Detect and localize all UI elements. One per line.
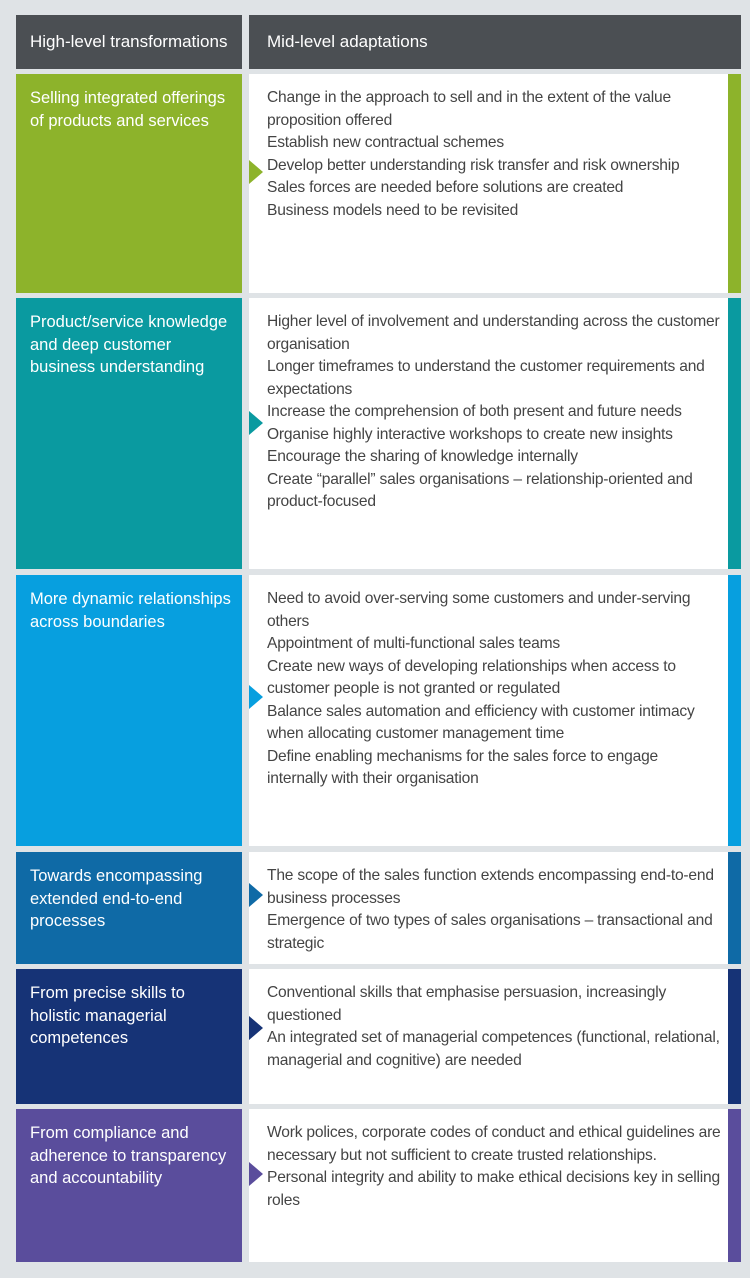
table-row bbox=[0, 74, 750, 293]
arrow-right-icon bbox=[249, 411, 263, 435]
list-item: Organise highly interactive workshops to create new insights bbox=[267, 425, 673, 443]
list-item: Work polices, corporate codes of conduct and ethical guidelines are necessary but not sufficient to create trusted relationships. bbox=[267, 1124, 721, 1164]
list-item: Conventional skills that emphasise persuasion, increasingly questioned bbox=[267, 984, 667, 1024]
color-strip bbox=[728, 575, 741, 846]
adaptations-list bbox=[249, 298, 741, 514]
table-row bbox=[0, 298, 750, 569]
transformation-title: From precise skills to holistic managerial competences bbox=[16, 969, 242, 1104]
adaptations-list bbox=[249, 1109, 741, 1212]
list-item: Personal integrity and ability to make ethical decisions key in selling roles bbox=[267, 1169, 720, 1209]
list-item: Create new ways of developing relationships when access to customer people is not granted or regulated bbox=[267, 657, 676, 697]
arrow-right-icon bbox=[249, 1016, 263, 1040]
transformation-title: From compliance and adherence to transparency and accountability bbox=[16, 1109, 242, 1262]
list-item: The scope of the sales function extends encompassing end-to-end business processes bbox=[267, 867, 714, 907]
color-strip bbox=[728, 852, 741, 964]
adaptations-list bbox=[249, 969, 741, 1072]
list-item: Higher level of involvement and understanding across the customer organisation bbox=[267, 313, 720, 353]
header-high-level: High-level transformations bbox=[16, 15, 242, 69]
adaptations-list bbox=[249, 575, 741, 791]
list-item: Need to avoid over-serving some customers and under-serving others bbox=[267, 590, 691, 630]
list-item: Encourage the sharing of knowledge internally bbox=[267, 448, 578, 465]
adaptations-cell bbox=[249, 575, 741, 846]
adaptations-list bbox=[249, 852, 741, 955]
transformation-title: More dynamic relationships across boundaries bbox=[16, 575, 242, 846]
list-item: Emergence of two types of sales organisations – transactional and strategic bbox=[267, 912, 713, 952]
list-item: Balance sales automation and efficiency with customer intimacy when allocating customer management time bbox=[267, 702, 695, 742]
adaptations-cell bbox=[249, 298, 741, 569]
list-item: Sales forces are needed before solutions are created bbox=[267, 179, 624, 196]
table-row bbox=[0, 1109, 750, 1262]
color-strip bbox=[728, 74, 741, 293]
color-strip bbox=[728, 1109, 741, 1262]
list-item: Appointment of multi-functional sales teams bbox=[267, 635, 561, 652]
list-item: Develop better understanding risk transfer and risk ownership bbox=[267, 156, 680, 174]
arrow-right-icon bbox=[249, 883, 263, 907]
adaptations-cell bbox=[249, 852, 741, 964]
adaptations-cell bbox=[249, 74, 741, 293]
list-item: An integrated set of managerial competences (functional, relational, managerial and cognitive) are needed bbox=[267, 1029, 720, 1069]
adaptations-cell bbox=[249, 969, 741, 1104]
list-item: Change in the approach to sell and in the extent of the value proposition offered bbox=[267, 89, 671, 129]
arrow-right-icon bbox=[249, 685, 263, 709]
transformation-title: Product/service knowledge and deep customer business understanding bbox=[16, 298, 242, 569]
adaptations-list bbox=[249, 74, 741, 222]
list-item: Define enabling mechanisms for the sales force to engage internally with their organisation bbox=[267, 747, 659, 787]
table-row bbox=[0, 852, 750, 964]
table-row bbox=[0, 969, 750, 1104]
color-strip bbox=[728, 298, 741, 569]
color-strip bbox=[728, 969, 741, 1104]
adaptations-cell bbox=[249, 1109, 741, 1262]
arrow-right-icon bbox=[249, 160, 263, 184]
list-item: Business models need to be revisited bbox=[267, 201, 519, 219]
transformation-title: Selling integrated offerings of products and services bbox=[16, 74, 242, 293]
arrow-right-icon bbox=[249, 1162, 263, 1186]
list-item: Increase the comprehension of both present and future needs bbox=[267, 403, 682, 420]
table-row bbox=[0, 575, 750, 846]
transformation-title: Towards encompassing extended end-to-end processes bbox=[16, 852, 242, 964]
list-item: Longer timeframes to understand the customer requirements and expectations bbox=[267, 358, 705, 398]
list-item: Establish new contractual schemes bbox=[267, 134, 504, 151]
list-item: Create “parallel” sales organisations – relationship-oriented and product-focused bbox=[267, 470, 693, 510]
header-mid-level: Mid-level adaptations bbox=[249, 15, 741, 69]
